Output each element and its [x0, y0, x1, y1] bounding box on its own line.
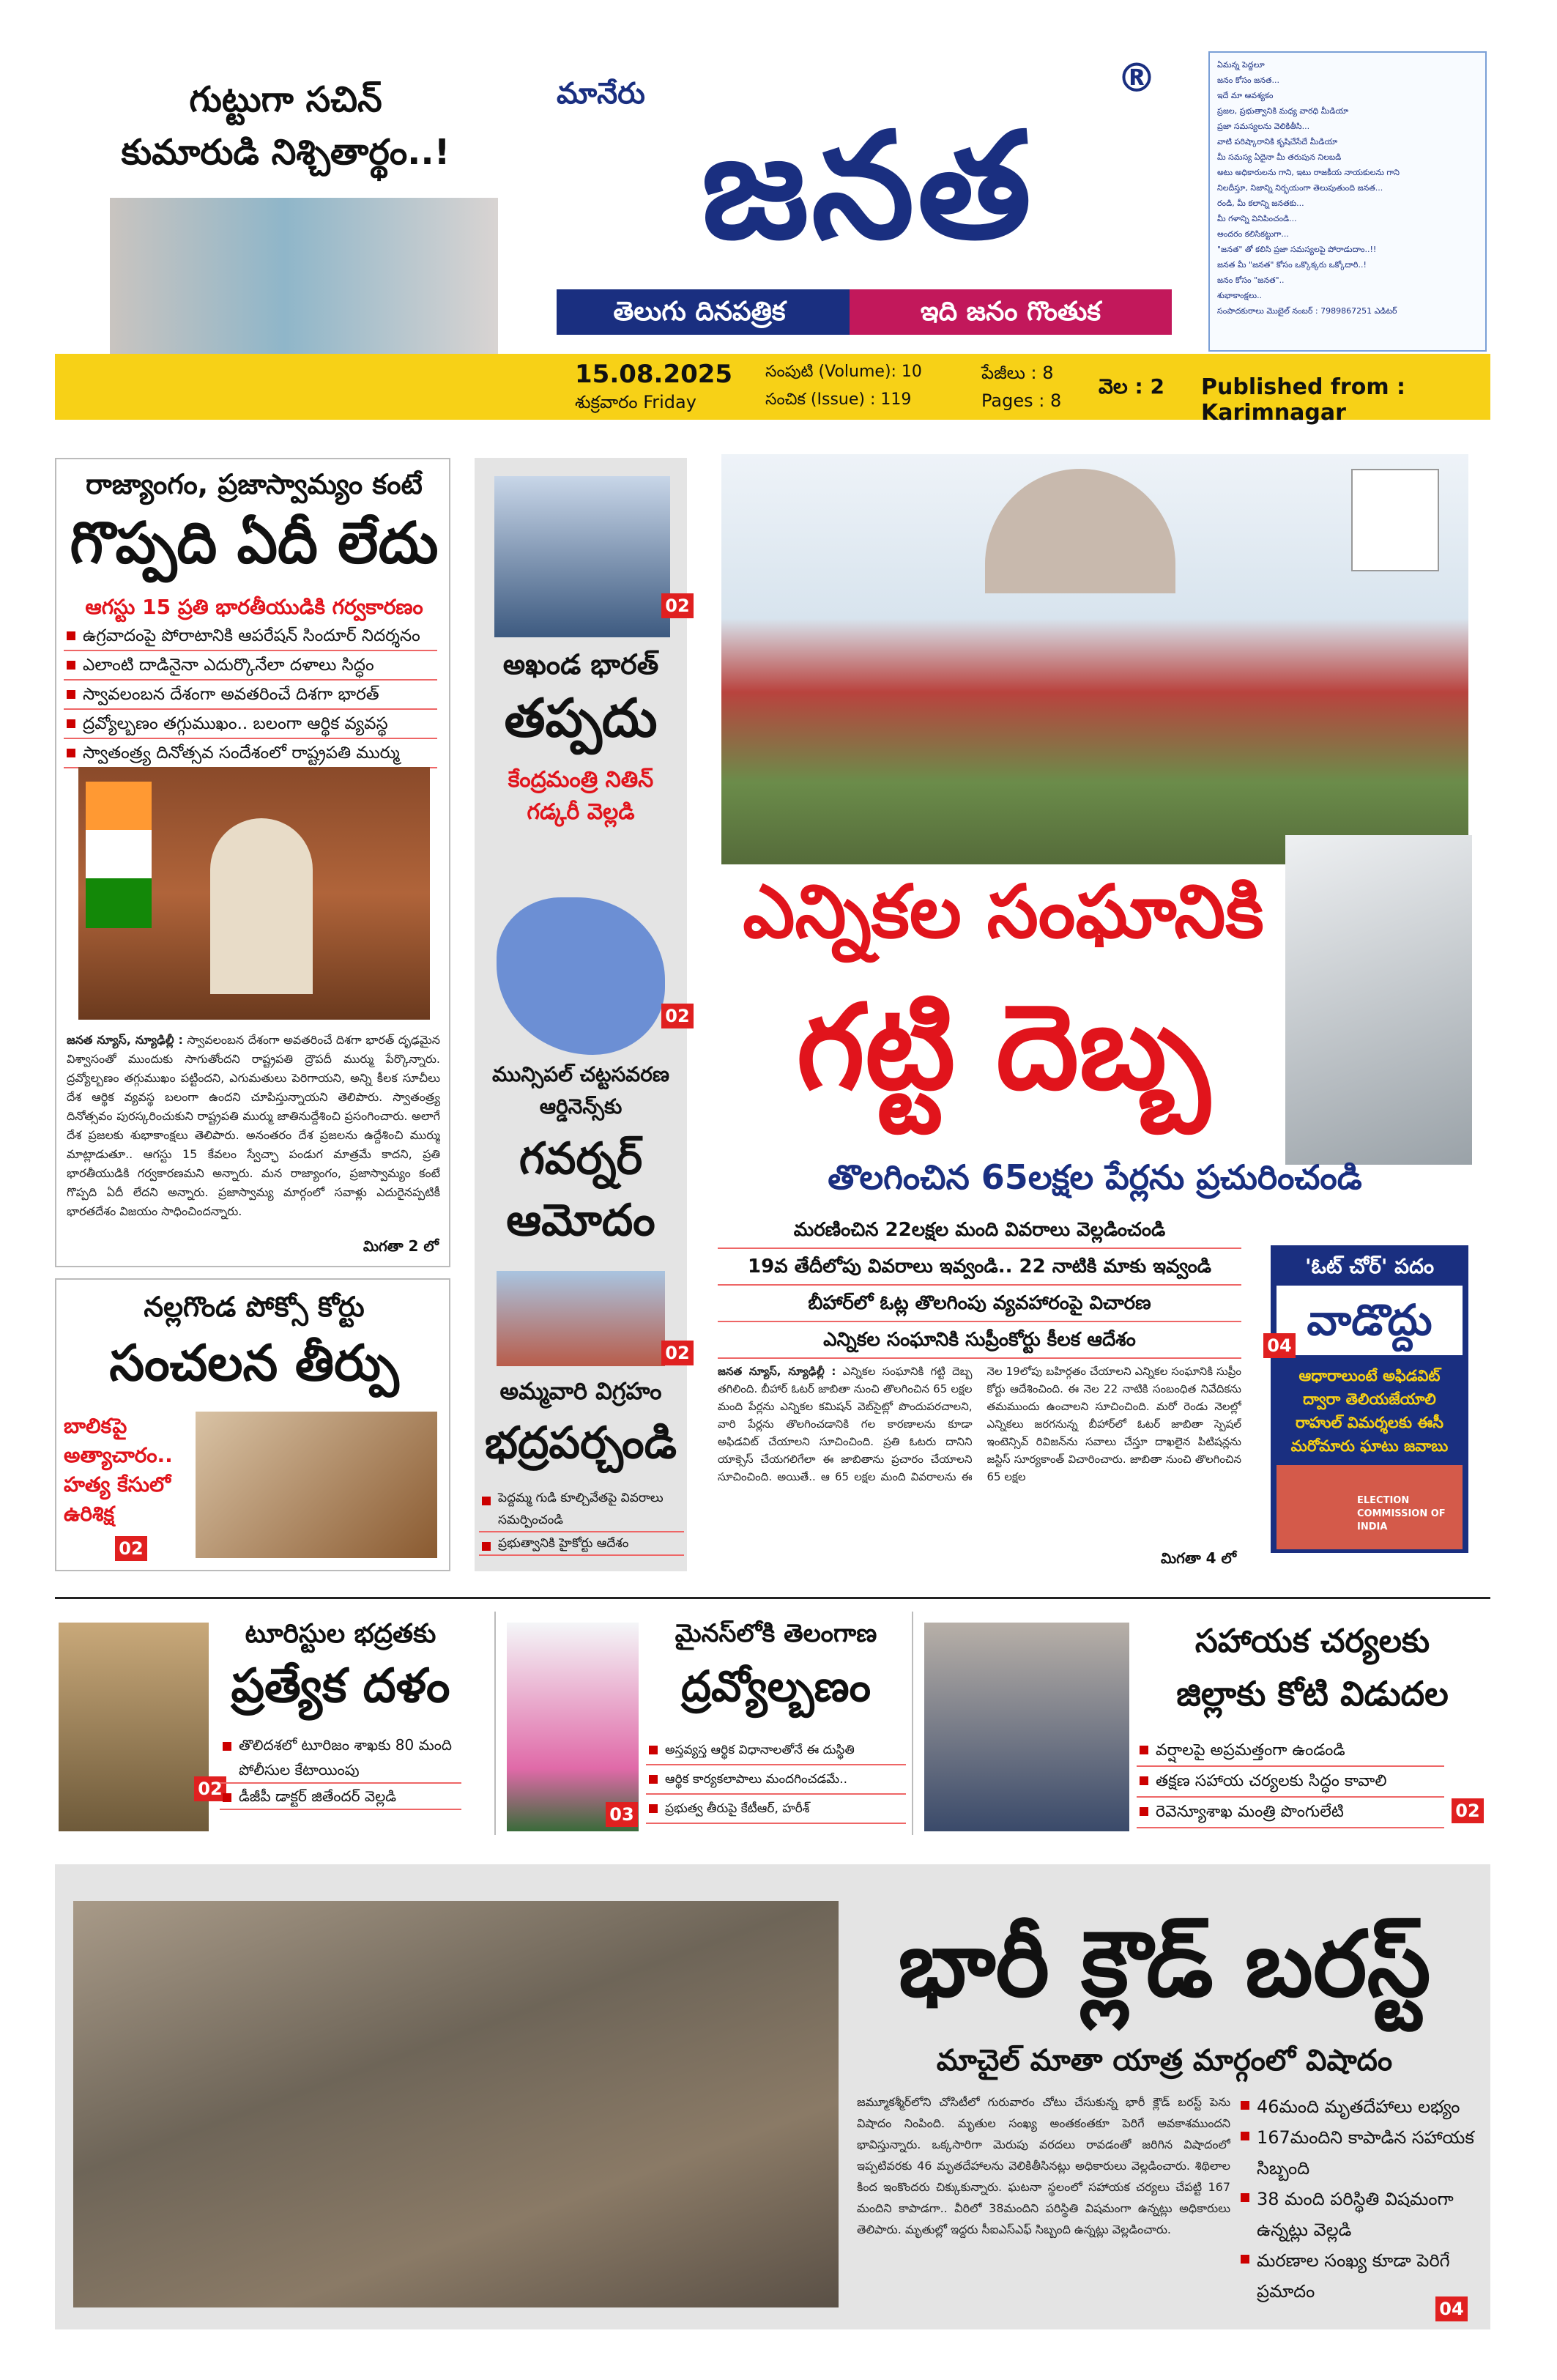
ad-line: ప్రజల, ప్రభుత్వానికి మధ్య వారధి మీడియా	[1217, 106, 1349, 116]
constitution-body	[67, 1031, 440, 1236]
masthead	[0, 0, 1557, 344]
relief-kicker: సహాయక చర్యలకు	[1194, 1623, 1430, 1660]
list-item: మరణాల సంఖ్య కూడా పెరిగే ప్రమాదం	[1238, 2245, 1479, 2307]
pocso-side-line: అత్యాచారం..	[64, 1443, 173, 1467]
court-dome	[985, 469, 1175, 593]
ad-line: రండి, మీ కలాన్ని జనతకు...	[1217, 199, 1304, 208]
story-inflation[interactable]	[494, 1612, 908, 1835]
story-cloudburst[interactable]	[55, 1864, 1490, 2329]
vote-photo	[1277, 1465, 1463, 1549]
ad-line: ప్రజా సమస్యలను వెలికితీసి...	[1217, 122, 1310, 131]
gavel-photo	[196, 1412, 437, 1558]
lead-headline-2: గట్టి దెబ్బ	[796, 979, 1211, 1116]
ballot-photo	[1285, 835, 1472, 1165]
pocso-kicker: నల్లగొండ పోక్సో కోర్టు	[144, 1291, 365, 1323]
eci-logo	[1351, 469, 1439, 571]
list-item: పెద్దమ్మ గుడి కూల్చివేతపై వివరాలు సమర్పించండి	[479, 1487, 684, 1532]
day: శుక్రవారం Friday	[575, 392, 696, 412]
teaser-line-1: గుట్టుగా సచిన్	[189, 79, 382, 120]
temple-kicker: అమ్మవారి విగ్రహం	[499, 1377, 662, 1405]
ad-line: ఏమన్న పెద్దలూ	[1217, 60, 1265, 70]
date: 15.08.2025	[575, 360, 733, 389]
constitution-headline: గొప్పది ఏదీ లేదు	[70, 511, 439, 577]
list-item: ప్రభుత్వానికి హైకోర్టు ఆదేశం	[479, 1532, 684, 1556]
temple-headline: భద్రపర్చండి	[485, 1417, 677, 1469]
ad-line: సంపాదకురాలు మొబైల్ నంబర్ : 7989867251 ఎడిటర్	[1217, 306, 1397, 316]
tourist-headline: ప్రత్యేక దళం	[231, 1659, 450, 1713]
gadkari-headline: తప్పదు	[504, 687, 658, 749]
cloudburst-bullets	[1238, 2091, 1479, 2307]
president-photo	[78, 767, 430, 1020]
relief-bullets	[1137, 1736, 1444, 1828]
cloudburst-headline: భారీ క్లౌడ్ బరస్ట్	[898, 1912, 1431, 2017]
list-item: తొలిదశలో టూరిజం శాఖకు 80 మంది పోలీసుల కేటాయింపు	[220, 1732, 461, 1784]
list-item: 38 మంది పరిస్థితి విషమంగా ఉన్నట్లు వెల్లడి	[1238, 2184, 1479, 2245]
gadkari-kicker: అఖండ భారత్	[502, 648, 659, 681]
gadkari-page-badge[interactable]: 02	[661, 593, 694, 618]
governor-headline	[475, 1128, 687, 1251]
volume: సంపుటి (Volume): 10	[765, 363, 922, 381]
body-text: ఎన్నికల సంఘానికి గట్టి దెబ్బ తగిలింది. బీహార్ ఓటర్ జాబితా నుంచి తొలగించిన 65 లక్షల మంది పేర్లను ఎన్నికల కమిషన్ వెబ్‌సైట్లో పొందుపరచాలని, వారి పేర్లను తొలగించడానికి గల కారణాలను కూడా అఫిడవిట్ చేయాలని సూచించింది. ప్రతి ఓటరు దానిని యాక్సెస్ చేయగలిగేలా ఈ జాబితాను ప్రచారం చేయాలని సూచించింది. అయితే.. ఆ 65 లక్షల మంది వివరాలను ఈ నెల 19లోపు బహిర్గతం చేయాలని ఎన్నికల సంఘానికి సుప్రీం కోర్టు ఆదేశించింది. ఈ నెల 22 నాటికి సంబంధిత నివేదికను తమముందు ఉంచాలని సూచించింది. మరో రెండు నెలల్లో ఎన్నికలు జరగనున్న బీహార్‌లో ఓటర్ జాబితా స్పెషల్ ఇంటెన్సివ్ రివిజన్‌ను సవాలు చేస్తూ దాఖలైన పిటిషన్లను జస్టిస్ సూర్యకాంత్ విచారించారు. జాబితా నుంచి తొలగించిన 65 లక్షల	[718, 1365, 1241, 1483]
list-item: స్వావలంబన దేశంగా అవతరించే దిశగా భారత్	[64, 681, 437, 710]
pocso-side-line: ఉరిశిక్ష	[64, 1502, 114, 1526]
eci-board: ELECTION COMMISSION OF INDIA	[1357, 1495, 1446, 1532]
lead-bullets	[718, 1212, 1241, 1359]
headline-line: ఆమోదం	[506, 1195, 655, 1246]
lead-body	[718, 1363, 1241, 1557]
constitution-kicker: రాజ్యాంగం, ప్రజాస్వామ్యం కంటే	[86, 468, 423, 500]
story-gadkari[interactable]	[475, 458, 690, 883]
story-pocso[interactable]	[55, 1278, 450, 1571]
pocso-side-line: హత్య కేసులో	[64, 1472, 171, 1497]
lead-bullet: 19వ తేదీలోపు వివరాలు ఇవ్వండి.. 22 నాటికి మాకు ఇవ్వండి	[718, 1249, 1241, 1286]
row3-divider	[55, 1597, 1490, 1599]
ad-line: అందరం కలిసికట్టుగా...	[1217, 229, 1289, 239]
story-constitution[interactable]	[55, 458, 450, 1267]
list-item: 46మంది మృతదేహాలు లభ్యం	[1238, 2091, 1479, 2122]
headline-line: గవర్నర్	[519, 1133, 643, 1185]
lead-subhead: తొలగించిన 65లక్షల పేర్లను ప్రచురించండి	[828, 1157, 1362, 1197]
ad-line: జనం కోసం "జనత"..	[1217, 275, 1285, 285]
ad-line: మీ గళాన్ని వినిపించండి...	[1217, 214, 1297, 223]
ad-line: జనం కోసం జనత...	[1217, 75, 1279, 85]
inflation-kicker: మైనస్‌లోకి తెలంగాణ	[675, 1619, 877, 1648]
temple-bullets	[479, 1487, 684, 1556]
ad-line: "జనత" తో కలిసి ప్రజా సమస్యలపై పోరాడుదాం..!!	[1217, 245, 1377, 254]
lead-bullet: బీహార్‌లో ఓట్ల తొలగింపు వ్యవహారంపై విచారణ	[718, 1286, 1241, 1322]
dateline: జనత న్యూస్, న్యూఢిల్లీ :	[67, 1033, 183, 1047]
ad-line: మీ సమస్య ఏదైనా మీ తరుపున నిలబడి	[1217, 152, 1342, 162]
list-item: ఆర్థిక కార్యకలాపాలు మందగించడమే..	[646, 1765, 906, 1795]
ad-line: జనత మీ "జనత" కోసం ఒక్కొక్కరు ఒక్కోదారి..!	[1217, 260, 1367, 270]
vote-body: ఆధారాలుంటే అఫిడవిట్ ద్వారా తెలియజేయాలి రాహుల్ విమర్శలకు ఈసీ మరోమారు ఘాటు జవాబు	[1290, 1367, 1449, 1455]
ad-line: వాటి పరిష్కారానికి కృషిచేసేదే మీడియా	[1217, 137, 1338, 147]
dateline: జనత న్యూస్, న్యూఢిల్లీ :	[718, 1365, 836, 1378]
constitution-subhead: ఆగస్టు 15 ప్రతి భారతీయుడికి గర్వకారణం	[85, 595, 423, 619]
body-text: స్వావలంబన దేశంగా అవతరించే దిశగా భారత్ దృఢమైన విశ్వాసంతో ముందుకు సాగుతోందని రాష్ట్రపతి ద్రౌపదీ ముర్ము పేర్కొన్నారు. ద్రవ్యోల్బణం తగ్గుముఖం పట్టిందని, ఎగుమతులు పెరిగాయని, అన్ని కీలక సూచీలు దేశ ఆర్థిక వ్యవస్థ బలంగా ఉందని చూపిస్తున్నాయని తెలిపారు. స్వాతంత్ర్య దినోత్సవం పురస్కరించుకుని రాష్ట్రపతి ముర్ము జాతినుద్దేశించి ప్రసంగించారు. అలాగే దేశ ప్రజలకు శుభాకాంక్షలు తెలిపారు. అనంతరం దేశ ప్రజలను ఉద్దేశించి ముర్ము మాట్లాడుతూ.. ఆగస్టు 15 కేవలం స్వేచ్ఛా పండుగ మాత్రమే కాదని, ప్రతి భారతీయుడికి గర్వకారణమని అన్నారు. మన రాజ్యాంగం, ప్రజాస్వామ్యం కంటే గొప్పది ఏదీ లేదని అన్నారు. ప్రజాస్వామ్య మార్గంలో సవాళ్లు ఎదురైనప్పటికీ భారతదేశం విజయం సాధించిందన్నారు.	[67, 1033, 440, 1218]
gadkari-byline	[475, 764, 687, 828]
lead-bullet: మరణించిన 22లక్షల మంది వివరాలు వెల్లడించండి	[718, 1212, 1241, 1249]
published: Published from : Karimnagar	[1201, 374, 1406, 426]
vote-page-badge[interactable]: 04	[1263, 1333, 1296, 1358]
inflation-headline: ద్రవ్యోల్బణం	[681, 1661, 871, 1711]
tourist-page-badge[interactable]: 02	[194, 1776, 226, 1801]
masthead-prefix: మానేరు	[557, 77, 645, 111]
supreme-court-photo	[721, 454, 1468, 864]
lead-continued[interactable]: మిగతా 4 లో	[1161, 1549, 1237, 1567]
list-item: అస్తవ్యస్త ఆర్థిక విధానాలతోనే ఈ దుస్థితి	[646, 1736, 906, 1765]
continued-link[interactable]: మిగతా 2 లో	[363, 1237, 439, 1255]
cloudburst-subhead: మాచైల్ మాతా యాత్ర మార్గంలో విషాదం	[936, 2044, 1393, 2077]
relief-page-badge[interactable]: 02	[1452, 1798, 1484, 1823]
list-item: ఉగ్రవాదంపై పోరాటానికి ఆపరేషన్ సిందూర్ నిదర్శనం	[64, 622, 437, 651]
ktr-photo	[507, 1623, 639, 1831]
minister-photo	[924, 1623, 1129, 1831]
story-tourist[interactable]	[55, 1612, 465, 1835]
tourist-bullets	[220, 1732, 461, 1810]
president-figure	[210, 818, 313, 994]
date-strip	[55, 354, 1490, 426]
vote-headline-box	[1277, 1286, 1463, 1355]
telangana-map	[497, 897, 665, 1055]
vote-headline: వాడొద్దు	[1307, 1295, 1432, 1345]
pages-en: Pages : 8	[981, 390, 1062, 411]
ad-line: నిలదీస్తూ, నిజాన్ని నిర్భయంగా తెలుపుతుంది జనత...	[1217, 183, 1383, 193]
ad-line: శుభాకాంక్షలు..	[1217, 291, 1263, 300]
ad-line: ఇదే మా ఆవశ్యకం	[1217, 91, 1274, 100]
masthead-ad-box	[1208, 51, 1487, 352]
story-relief[interactable]	[912, 1612, 1490, 1835]
lead-bullet: ఎన్నికల సంఘానికి సుప్రీంకోర్టు కీలక ఆదేశం	[718, 1322, 1241, 1359]
pocso-side	[64, 1412, 188, 1529]
list-item: ద్రవ్యోల్బణం తగ్గుముఖం.. బలంగా ఆర్థిక వ్యవస్థ	[64, 710, 437, 739]
relief-headline: జిల్లాకు కోటి విడుదల	[1176, 1674, 1449, 1713]
story-governor[interactable]	[475, 883, 690, 1260]
teaser-line-2: కుమారుడి నిశ్చితార్థం..!	[121, 132, 450, 173]
lead-headline-1: ఎన్నికల సంఘానికి	[743, 869, 1264, 954]
teaser-headline[interactable]	[51, 73, 520, 179]
temple-page-badge[interactable]: 02	[661, 1341, 694, 1365]
pocso-headline: సంచలన తీర్పు	[109, 1335, 399, 1393]
ad-text	[1217, 57, 1478, 319]
constitution-bullets	[64, 622, 437, 768]
byline-line: కేంద్రమంత్రి నితిన్	[508, 767, 654, 793]
issue: సంచిక (Issue) : 119	[765, 390, 912, 409]
tagline-right	[850, 289, 1172, 335]
flag	[86, 782, 152, 928]
tourist-kicker: టూరిస్టుల భద్రతకు	[245, 1619, 436, 1649]
flood-photo	[73, 1901, 839, 2307]
lead-story[interactable]	[714, 451, 1490, 1571]
list-item: డీజీపీ డాక్టర్ జితేందర్ వెల్లడి	[220, 1784, 461, 1810]
gadkari-photo	[494, 476, 670, 637]
cloudburst-body: జమ్మూకశ్మీర్‌లోని చోసిటీలో గురువారం చోటు చేసుకున్న భారీ క్లౌడ్ బరస్ట్ పెను విషాదం నింపింది. మృతుల సంఖ్య అంతకంతకూ పెరిగే అవకాశముందని భావిస్తున్నారు. ఒక్కసారిగా మెరుపు వరదలు రావడంతో జరిగిన విషాదంలో ఇప్పటివరకు 46 మృతదేహాలను వెలికితీసినట్లు అధికారులు వెల్లడించారు. శిథిలాల కింద ఇంకొందరు చిక్కుకున్నారు. ఘటనా స్థలంలో సహాయక చర్యలు చేపట్టి 167 మందిని కాపాడగా.. వీరిలో 38మందిని పరిస్థితి విషమంగా ఉన్నట్లు అధికారులు తెలిపారు. మృతుల్లో ఇద్దరు సీఐఎస్ఎఫ్ సిబ్బంది ఉన్నట్లు వెల్లడించారు.	[857, 2095, 1230, 2236]
vote-kicker: 'ఓట్ చోర్' పదం	[1304, 1254, 1435, 1278]
tagline-left: తెలుగు దినపత్రిక	[613, 297, 786, 327]
kicker-line: మున్సిపల్ చట్టసవరణ	[492, 1062, 669, 1086]
list-item: ఎలాంటి దాడినైనా ఎదుర్కొనేలా దళాలు సిద్ధం	[64, 651, 437, 681]
kicker-line: ఆర్డినెన్స్‌కు	[539, 1094, 623, 1119]
temple-photo	[497, 1271, 665, 1366]
tagline-right-text: ఇది జనం గొంతుక	[920, 297, 1101, 327]
masthead-title: జనత	[701, 101, 1035, 272]
registered-mark: ®	[1117, 55, 1156, 101]
governor-kicker	[475, 1059, 687, 1123]
dgp-photo	[59, 1623, 209, 1831]
pocso-page-badge[interactable]: 02	[115, 1536, 147, 1561]
tagline-bar	[557, 289, 1172, 335]
story-temple[interactable]	[475, 1260, 690, 1571]
ad-line: అటు అధికారులను గాని, ఇటు రాజకీయ నాయకులను గాని	[1217, 168, 1400, 177]
list-item: 167మందిని కాపాడిన సహాయక సిబ్బంది	[1238, 2122, 1479, 2184]
cloudburst-page-badge[interactable]: 04	[1435, 2296, 1468, 2321]
list-item: స్వాతంత్ర్య దినోత్సవ సందేశంలో రాష్ట్రపతి ముర్ము	[64, 739, 437, 768]
governor-page-badge[interactable]: 02	[661, 1004, 694, 1028]
sidebar-vote[interactable]	[1271, 1245, 1468, 1553]
price: వెల : 2	[1099, 374, 1164, 398]
pocso-side-line: బాలికపై	[64, 1414, 127, 1438]
byline-line: గడ్కరీ వెల్లడి	[527, 799, 635, 825]
list-item: రెవెన్యూశాఖ మంత్రి పొంగులేటి	[1137, 1798, 1444, 1828]
list-item: ప్రభుత్వ తీరుపై కేటీఆర్, హరీశ్	[646, 1795, 906, 1824]
pages-te: పేజీలు : 8	[981, 363, 1054, 383]
list-item: వర్షాలపై అప్రమత్తంగా ఉండండి	[1137, 1736, 1444, 1767]
inflation-bullets	[646, 1736, 906, 1824]
list-item: తక్షణ సహాయ చర్యలకు సిద్ధం కావాలి	[1137, 1767, 1444, 1798]
inflation-page-badge[interactable]: 03	[606, 1802, 638, 1827]
